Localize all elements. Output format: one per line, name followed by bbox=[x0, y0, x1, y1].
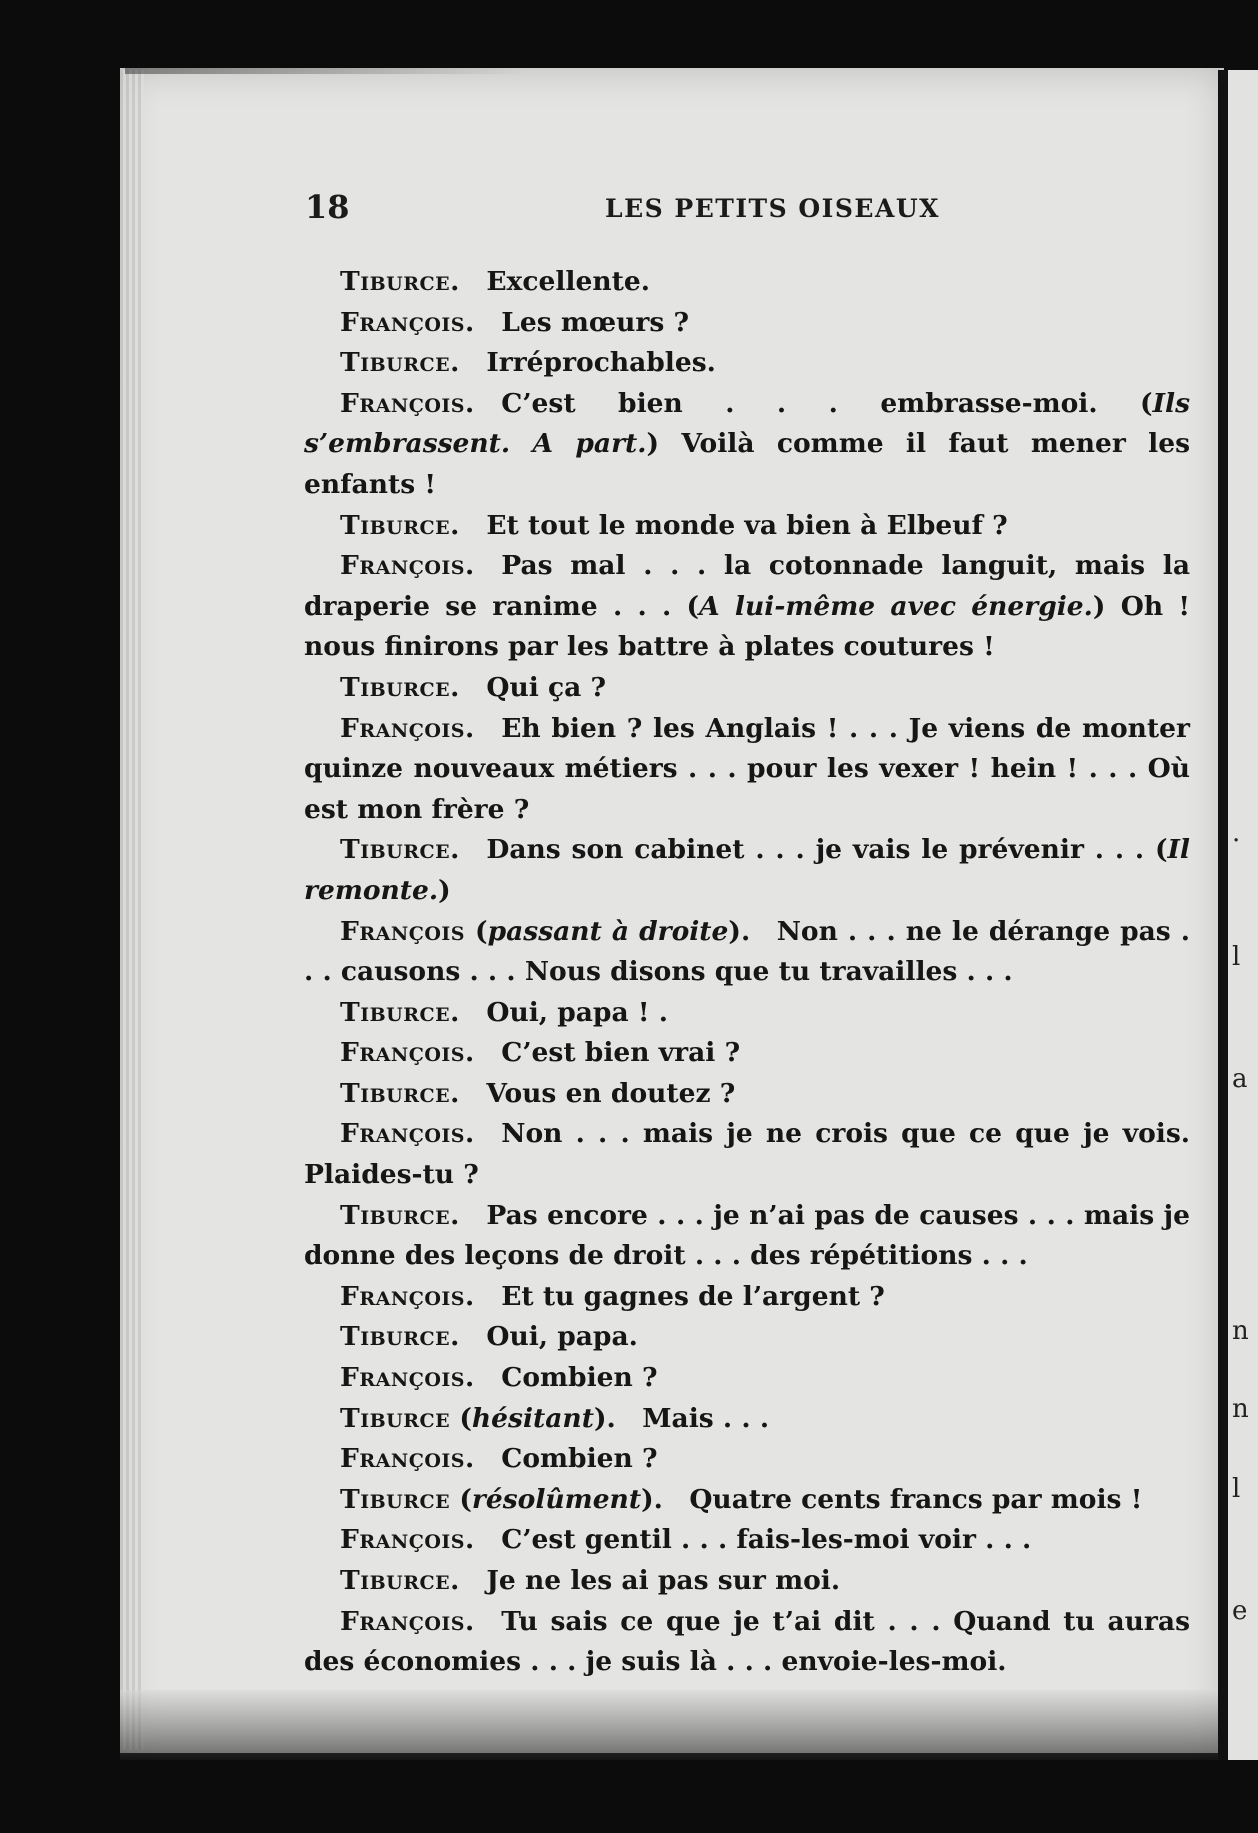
spoken-text: C’est bien . . . embrasse-moi. ( bbox=[501, 387, 1153, 419]
speaker-name: François. bbox=[340, 1280, 475, 1312]
facing-page-letter: l bbox=[1232, 942, 1241, 972]
dialogue-line bbox=[304, 546, 1190, 668]
dialogue-line bbox=[304, 1561, 1190, 1602]
spoken-text: Je ne les ai pas sur moi. bbox=[486, 1565, 841, 1596]
speaker-name: Tiburce. bbox=[340, 1321, 460, 1353]
speaker-name: Tiburce. bbox=[340, 834, 460, 866]
facing-page-letter: e bbox=[1232, 1596, 1248, 1626]
stage-direction: Ils s’embrassent. A part. bbox=[304, 387, 1190, 460]
spoken-text: Oui, papa ! . bbox=[486, 996, 668, 1028]
speaker-name: François. bbox=[340, 1037, 475, 1069]
dialogue-line bbox=[304, 1439, 1190, 1480]
dialogue-line bbox=[304, 343, 1190, 384]
dialogue-line bbox=[304, 709, 1190, 831]
dialogue-line bbox=[304, 1074, 1190, 1115]
facing-page-letter: a bbox=[1232, 1064, 1248, 1094]
dialogue-line bbox=[304, 830, 1190, 911]
stage-direction: hésitant bbox=[471, 1402, 594, 1434]
speaker-name: Tiburce. bbox=[340, 1565, 460, 1596]
dialogue-line bbox=[304, 384, 1190, 506]
speaker-name: Tiburce. bbox=[340, 347, 460, 379]
speaker-name: François. bbox=[340, 1524, 475, 1556]
page-stack-edge bbox=[120, 70, 144, 1750]
facing-page-letter: l bbox=[1232, 1474, 1241, 1504]
spoken-text: Les mœurs ? bbox=[501, 306, 690, 338]
dialogue-line bbox=[304, 1358, 1190, 1399]
dialogue-line bbox=[304, 1033, 1190, 1074]
stage-direction: résolûment bbox=[471, 1483, 642, 1515]
spoken-text: Pas encore . . . je n’ai pas de causes . . . mais je donne des leçons de droit . . . des répétitions . . . bbox=[304, 1199, 1190, 1272]
speaker-name: François. bbox=[340, 387, 475, 419]
dialogue-line bbox=[304, 1277, 1190, 1318]
spoken-text: Oui, papa. bbox=[486, 1321, 638, 1353]
dialogue-line: Tiburce (résolûment). Quatre cents francs par mois ! bbox=[340, 1483, 1143, 1515]
spoken-text: Vous en doutez ? bbox=[486, 1077, 736, 1109]
spoken-text: Eh bien ? les Anglais ! . . . Je viens de monter quinze nouveaux métiers . . . pour les vexer ! hein ! . . . Où est mon frère ? bbox=[304, 712, 1190, 825]
dialogue-line bbox=[304, 262, 1190, 303]
spoken-text: C’est gentil . . . fais-les-moi voir . . . bbox=[501, 1524, 1032, 1556]
speaker-name: Tiburce. bbox=[340, 1077, 460, 1109]
dialogue-line bbox=[304, 668, 1190, 709]
page-bottom-shadow bbox=[120, 1690, 1224, 1760]
dialogue-line bbox=[304, 303, 1190, 344]
spoken-text: Irréprochables. bbox=[486, 347, 716, 379]
spoken-text: Pas mal . . . la cotonnade languit, mais la draperie se ranime . . . ( bbox=[304, 550, 1190, 622]
spoken-text: Combien ? bbox=[501, 1362, 658, 1394]
spoken-text: Et tout le monde va bien à Elbeuf ? bbox=[486, 509, 1008, 541]
running-head bbox=[305, 188, 1195, 228]
spoken-text: ) Voilà comme il faut mener les enfants ! bbox=[304, 428, 1190, 500]
speaker-name: Tiburce. bbox=[340, 1199, 460, 1231]
facing-page-fragment bbox=[1228, 70, 1258, 1760]
speaker-name: François. bbox=[340, 1443, 475, 1475]
dialogue-line bbox=[304, 1196, 1190, 1277]
dialogue-line bbox=[304, 1602, 1190, 1683]
speaker-name: François bbox=[340, 915, 465, 947]
dialogue-line bbox=[304, 993, 1190, 1034]
gutter-divider bbox=[1218, 70, 1228, 1760]
speaker-name: Tiburce bbox=[340, 1483, 451, 1515]
spoken-text: Dans son cabinet . . . je vais le prévenir . . . ( bbox=[486, 834, 1168, 866]
spoken-text: Excellente. bbox=[486, 266, 650, 297]
speaker-name: François. bbox=[340, 1605, 475, 1637]
stage-direction: Il remonte. bbox=[304, 834, 1190, 906]
speaker-name: François. bbox=[340, 550, 475, 582]
speaker-name: Tiburce bbox=[340, 1402, 451, 1434]
dialogue-text bbox=[304, 262, 1190, 1683]
spoken-text: Combien ? bbox=[501, 1443, 658, 1475]
facing-page-letter: n bbox=[1232, 1316, 1249, 1346]
spoken-text: Non . . . mais je ne crois que ce que je vois. Plaides-tu ? bbox=[304, 1118, 1190, 1191]
spoken-text: ) Oh ! nous finirons par les battre à plates coutures ! bbox=[304, 590, 1191, 663]
speaker-name: François. bbox=[340, 306, 475, 338]
spoken-text: Non . . . ne le dérange pas . . . causons . . . Nous disons que tu travailles . . . bbox=[304, 915, 1190, 988]
dialogue-line bbox=[304, 1114, 1190, 1195]
page-number: 18 bbox=[305, 188, 350, 226]
stage-direction: A lui-même avec énergie. bbox=[699, 590, 1093, 622]
speaker-name: Tiburce. bbox=[340, 996, 460, 1028]
dialogue-line bbox=[304, 1520, 1190, 1561]
spoken-text: Quatre cents francs par mois ! bbox=[689, 1483, 1143, 1515]
dialogue-line bbox=[304, 1317, 1190, 1358]
dialogue-line: François (passant à droite). Non . . . ne le dérange pas . . . causons . . . Nous disons que tu travailles . . . bbox=[304, 915, 1190, 988]
running-title: LES PETITS OISEAUX bbox=[605, 194, 941, 223]
dialogue-line bbox=[304, 506, 1190, 547]
spoken-text: Et tu gagnes de l’argent ? bbox=[501, 1280, 885, 1312]
spoken-text: ) bbox=[438, 874, 451, 906]
speaker-name: François. bbox=[340, 712, 475, 744]
speaker-name: François. bbox=[340, 1362, 475, 1394]
spoken-text: Mais . . . bbox=[642, 1402, 770, 1434]
dialogue-line: Tiburce (hésitant). Mais . . . bbox=[340, 1402, 770, 1434]
spoken-text: Qui ça ? bbox=[486, 671, 607, 703]
page-top-shadow bbox=[125, 68, 525, 74]
facing-page-letter: . bbox=[1232, 818, 1241, 848]
spoken-text: C’est bien vrai ? bbox=[501, 1037, 741, 1069]
stage-direction: passant à droite bbox=[487, 915, 729, 947]
spoken-text: Tu sais ce que je t’ai dit . . . Quand tu auras des économies . . . je suis là . . . envoie-les-moi. bbox=[304, 1605, 1190, 1678]
facing-page-letter: n bbox=[1232, 1394, 1249, 1424]
speaker-name: Tiburce. bbox=[340, 266, 460, 297]
speaker-name: Tiburce. bbox=[340, 509, 460, 541]
speaker-name: Tiburce. bbox=[340, 671, 460, 703]
speaker-name: François. bbox=[340, 1118, 475, 1150]
